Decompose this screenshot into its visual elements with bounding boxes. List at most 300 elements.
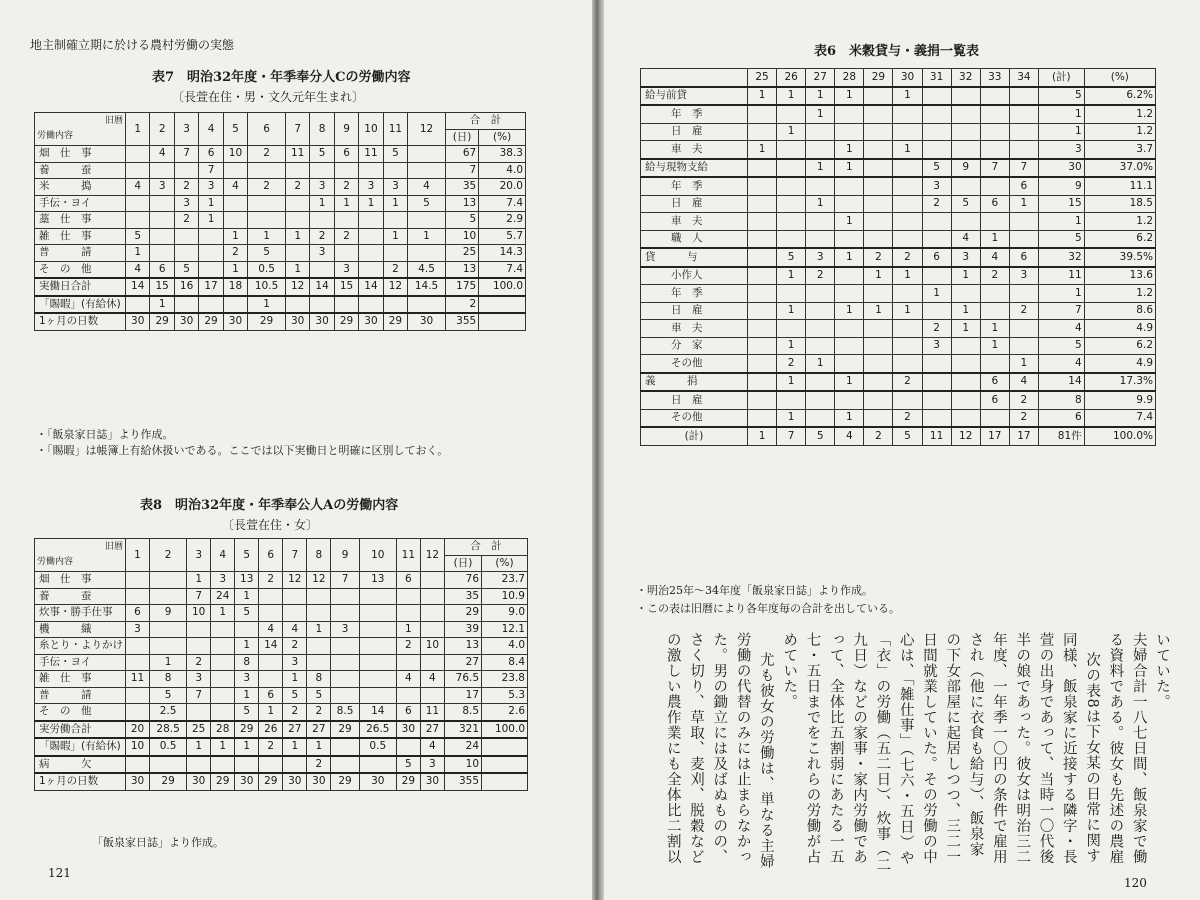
table-cell <box>748 302 777 320</box>
table-cell <box>408 146 446 163</box>
table-cell <box>259 756 283 774</box>
table-cell: 1 <box>864 267 893 285</box>
table-cell <box>864 373 893 392</box>
table-cell <box>893 123 922 141</box>
table-cell <box>806 320 835 338</box>
table-cell <box>951 409 980 427</box>
table-cell <box>748 159 777 178</box>
total-cell: 32 <box>1038 248 1084 267</box>
table-cell: 2 <box>259 572 283 589</box>
sub-label: 日 雇 <box>641 391 748 409</box>
table-cell <box>1009 337 1038 355</box>
table-cell <box>359 296 383 314</box>
total-header: 合 計 <box>444 539 527 556</box>
corner-top: 旧暦 <box>104 542 123 552</box>
table-cell <box>174 162 198 179</box>
sub-row <box>641 141 1156 159</box>
text-column: 半の娘であった。彼女は明治三二 <box>1014 632 1031 865</box>
table-cell: 24 <box>211 588 235 605</box>
table-cell: 1 <box>383 195 407 212</box>
table-cell: 4 <box>835 427 864 445</box>
total-cell: 5 <box>1038 230 1084 248</box>
table-cell <box>951 141 980 159</box>
table-cell: 2 <box>334 228 358 245</box>
table-cell: 30 <box>283 773 307 790</box>
days-cell: 13 <box>445 195 478 212</box>
text-column: さく切り、草取、麦刈、脱穀など <box>688 632 704 865</box>
table-cell: 1 <box>835 141 864 159</box>
table-cell <box>777 177 806 195</box>
table-cell: 1 <box>777 337 806 355</box>
group-label: 給与前貸 <box>641 87 748 106</box>
corner-header <box>641 69 748 87</box>
table-cell <box>748 355 777 373</box>
days-cell: 13 <box>445 261 478 278</box>
table-cell: 4 <box>283 621 307 638</box>
table-cell <box>126 638 150 655</box>
pct-cell: 23.7 <box>482 572 528 589</box>
total-cell: 5 <box>1038 87 1084 106</box>
table-cell: 2 <box>285 179 309 196</box>
table-cell <box>359 671 396 688</box>
table-cell: 5 <box>310 146 334 163</box>
total-cell: 4 <box>1038 355 1084 373</box>
right-page <box>604 0 1200 900</box>
table-cell: 1 <box>777 373 806 392</box>
table-cell <box>408 245 446 262</box>
table-cell: 3 <box>199 179 223 196</box>
table-cell <box>864 177 893 195</box>
table-cell <box>408 212 446 229</box>
table-cell <box>893 159 922 178</box>
table-cell <box>310 162 334 179</box>
month-header: 12 <box>408 113 446 146</box>
table-cell <box>922 267 951 285</box>
table6-note-2: ・この表は旧暦により各年度毎の合計を出している。 <box>636 602 900 615</box>
text-column: いていた。 <box>1154 632 1170 710</box>
month-header: 6 <box>259 539 283 572</box>
row-label: 藁 仕 事 <box>35 212 126 229</box>
table-row <box>35 146 526 163</box>
table-cell <box>396 605 420 622</box>
table-cell: 6 <box>334 146 358 163</box>
sub-row <box>641 230 1156 248</box>
table-cell: 1 <box>806 105 835 123</box>
days-cell: 175 <box>445 278 478 296</box>
table-cell: 8 <box>150 671 187 688</box>
table-cell <box>748 373 777 392</box>
corner-top: 旧暦 <box>104 116 123 126</box>
month-header: 4 <box>211 539 235 572</box>
table-row <box>35 572 528 589</box>
group-label: 給与現物支給 <box>641 159 748 178</box>
text-column: 萱の出身であって、当時一〇代後 <box>1037 632 1054 865</box>
table-cell: 3 <box>922 337 951 355</box>
table-cell: 2 <box>283 638 307 655</box>
table-cell <box>359 621 396 638</box>
table-cell: 1 <box>748 427 777 445</box>
pct-cell: 8.4 <box>482 654 528 671</box>
table-cell: 1 <box>893 302 922 320</box>
table-cell <box>150 245 174 262</box>
year-header: 28 <box>835 69 864 87</box>
table-cell: 1 <box>307 621 331 638</box>
table-cell <box>806 230 835 248</box>
table-cell <box>199 228 223 245</box>
table-cell <box>383 296 407 314</box>
table-cell <box>980 355 1009 373</box>
table-cell: 29 <box>248 313 286 330</box>
table-cell: 2 <box>1009 409 1038 427</box>
table-cell <box>259 588 283 605</box>
table-cell: 9 <box>951 159 980 178</box>
table-cell <box>806 409 835 427</box>
table-cell: 1 <box>835 159 864 178</box>
table-cell <box>150 638 187 655</box>
sub-label: 車 夫 <box>641 141 748 159</box>
table-cell: 29 <box>331 721 359 739</box>
table-cell: 0.5 <box>248 261 286 278</box>
table-cell: 1 <box>835 302 864 320</box>
table-cell: 1 <box>285 261 309 278</box>
pct-cell: 13.6 <box>1084 267 1155 285</box>
table-cell <box>331 738 359 756</box>
month-header: 1 <box>126 539 150 572</box>
table-cell: 10 <box>420 638 444 655</box>
table-cell: 2 <box>893 373 922 392</box>
table-row <box>35 638 528 655</box>
table-cell: 3 <box>174 195 198 212</box>
table-cell: 1 <box>211 738 235 756</box>
text-column: る資料である。彼女も先述の農雇 <box>1107 632 1124 865</box>
table-cell <box>835 177 864 195</box>
table-row <box>35 162 526 179</box>
table-cell <box>174 296 198 314</box>
table-cell <box>310 261 334 278</box>
table-cell <box>150 162 174 179</box>
sub-label: 年 季 <box>641 177 748 195</box>
table-cell: 10.5 <box>248 278 286 296</box>
table-cell: 6 <box>396 572 420 589</box>
table-row <box>35 687 528 704</box>
table-cell: 4 <box>1009 373 1038 392</box>
table-cell: 25 <box>187 721 211 739</box>
table-cell <box>307 654 331 671</box>
table-cell <box>211 621 235 638</box>
table-cell <box>835 320 864 338</box>
table-cell: 8 <box>235 654 259 671</box>
pct-cell: 4.9 <box>1084 320 1155 338</box>
row-label: 米 搗 <box>35 179 126 196</box>
table-cell <box>777 141 806 159</box>
table-cell <box>235 621 259 638</box>
table-cell <box>359 654 396 671</box>
table-cell: 1 <box>283 671 307 688</box>
table-cell: 29 <box>150 313 174 330</box>
table-cell <box>748 320 777 338</box>
table-cell: 1 <box>334 195 358 212</box>
year-header: 32 <box>951 69 980 87</box>
text-column: 次の表8は下女某の日常に関す <box>1084 652 1101 864</box>
pct-cell: 14.3 <box>479 245 526 262</box>
table-cell <box>408 296 446 314</box>
table-cell <box>922 391 951 409</box>
table-cell: 5 <box>951 195 980 213</box>
table-cell <box>199 245 223 262</box>
table-cell: 12 <box>307 572 331 589</box>
row-label: 1ヶ月の日数 <box>35 773 126 790</box>
table-cell <box>331 654 359 671</box>
table7-caption: 表7 明治32年度・年季奉分人Cの労働内容 <box>152 70 411 85</box>
row-label: 実働日合計 <box>35 278 126 296</box>
table-cell <box>777 105 806 123</box>
table-cell <box>922 355 951 373</box>
group-row <box>641 248 1156 267</box>
pct-cell: 18.5 <box>1084 195 1155 213</box>
month-header: 5 <box>223 113 247 146</box>
table-cell <box>1009 320 1038 338</box>
table-cell: 30 <box>235 773 259 790</box>
table-cell <box>310 296 334 314</box>
table-cell <box>777 320 806 338</box>
table-cell <box>359 588 396 605</box>
table-cell <box>285 162 309 179</box>
row-label: 雑 仕 事 <box>35 228 126 245</box>
year-header: 26 <box>777 69 806 87</box>
table-cell: 1 <box>922 285 951 303</box>
sub-row <box>641 177 1156 195</box>
table-cell: 2 <box>980 267 1009 285</box>
table-cell: 5 <box>396 756 420 774</box>
table-cell <box>420 687 444 704</box>
table-cell: 7 <box>174 146 198 163</box>
table-cell: 6 <box>922 248 951 267</box>
table-cell: 5 <box>126 228 150 245</box>
table-cell: 4 <box>126 261 150 278</box>
table-cell <box>864 409 893 427</box>
table-cell <box>150 588 187 605</box>
table-cell: 1 <box>806 87 835 106</box>
sub-label: 職 人 <box>641 230 748 248</box>
pct-cell: 1.2 <box>1084 105 1155 123</box>
group-row <box>641 87 1156 106</box>
total-cell: 11 <box>1038 267 1084 285</box>
table-cell: 1 <box>235 638 259 655</box>
table-cell <box>283 756 307 774</box>
table-cell <box>864 195 893 213</box>
table-cell: 2 <box>864 427 893 445</box>
table-cell <box>748 105 777 123</box>
table-row <box>35 261 526 278</box>
total-cell: 6 <box>1038 409 1084 427</box>
table-cell: 11 <box>420 704 444 721</box>
table-cell <box>893 337 922 355</box>
table-cell: 30 <box>187 773 211 790</box>
table8-subcaption: 〔長萱在住・女〕 <box>222 518 319 532</box>
table-cell <box>359 162 383 179</box>
table-cell: 2 <box>922 320 951 338</box>
table-cell: 1 <box>383 228 407 245</box>
table-cell <box>922 105 951 123</box>
table-cell: 7 <box>199 162 223 179</box>
table-cell <box>420 588 444 605</box>
table-cell: 29 <box>396 773 420 790</box>
book-gutter <box>592 0 604 900</box>
table-cell: 6 <box>126 605 150 622</box>
grand-label: (計) <box>641 427 748 445</box>
table-cell <box>211 654 235 671</box>
table-cell: 15 <box>334 278 358 296</box>
table-cell <box>359 687 396 704</box>
table-cell: 3 <box>420 756 444 774</box>
table-cell <box>248 162 286 179</box>
table-cell: 2 <box>922 195 951 213</box>
table-cell <box>408 162 446 179</box>
table-cell: 10 <box>126 738 150 756</box>
table-cell <box>748 267 777 285</box>
table-cell: 5 <box>235 704 259 721</box>
table-cell <box>223 212 247 229</box>
table-cell <box>359 245 383 262</box>
pct-cell: 100.0% <box>1084 427 1155 445</box>
table-row <box>35 671 528 688</box>
table-cell: 1 <box>748 87 777 106</box>
table-cell: 4 <box>126 179 150 196</box>
table-cell <box>150 572 187 589</box>
table-cell: 7 <box>331 572 359 589</box>
table-cell: 1 <box>248 296 286 314</box>
table-cell: 7 <box>980 159 1009 178</box>
table-cell: 1 <box>359 195 383 212</box>
table-cell <box>1009 285 1038 303</box>
corner-header <box>35 539 126 572</box>
table-cell: 7 <box>187 687 211 704</box>
table-row <box>35 296 526 314</box>
table-cell: 4 <box>259 621 283 638</box>
table-cell <box>285 245 309 262</box>
table-cell <box>187 638 211 655</box>
table-cell: 6 <box>1009 177 1038 195</box>
table-cell: 0.5 <box>359 738 396 756</box>
table-cell <box>150 195 174 212</box>
table-cell: 29 <box>150 773 187 790</box>
row-label: 畑 仕 事 <box>35 146 126 163</box>
table-cell <box>951 87 980 106</box>
row-label: 雑 仕 事 <box>35 671 126 688</box>
table-cell: 3 <box>922 177 951 195</box>
sub-row <box>641 409 1156 427</box>
table-cell <box>1009 213 1038 231</box>
table-cell <box>922 123 951 141</box>
table-cell: 1 <box>187 572 211 589</box>
pct-cell <box>482 773 528 790</box>
table-cell <box>748 195 777 213</box>
table-cell: 3 <box>150 179 174 196</box>
table-cell <box>307 588 331 605</box>
table-cell <box>211 687 235 704</box>
table-cell: 2 <box>248 179 286 196</box>
table-cell: 2 <box>383 261 407 278</box>
table-cell: 2.5 <box>150 704 187 721</box>
days-header: (日) <box>444 555 481 572</box>
table-cell: 11 <box>359 146 383 163</box>
month-header: 3 <box>174 113 198 146</box>
pct-cell: 100.0 <box>482 721 528 739</box>
table-row <box>35 228 526 245</box>
table-cell: 5 <box>248 245 286 262</box>
table-cell <box>806 337 835 355</box>
table-cell <box>150 228 174 245</box>
days-cell: 35 <box>444 588 481 605</box>
table-cell <box>922 302 951 320</box>
row-label: 1ヶ月の日数 <box>35 313 126 330</box>
table-cell: 5 <box>922 159 951 178</box>
table-cell: 4.5 <box>408 261 446 278</box>
month-header: 2 <box>150 539 187 572</box>
row-label: 畑 仕 事 <box>35 572 126 589</box>
table-cell <box>806 177 835 195</box>
table-cell: 1 <box>980 230 1009 248</box>
table-row <box>35 621 528 638</box>
table6 <box>640 68 1156 446</box>
total-cell: 1 <box>1038 285 1084 303</box>
table-cell: 11 <box>126 671 150 688</box>
total-cell: 3 <box>1038 141 1084 159</box>
days-cell: 25 <box>445 245 478 262</box>
table-cell: 12 <box>285 278 309 296</box>
table-cell <box>126 195 150 212</box>
pct-header: (%) <box>479 129 526 146</box>
table-cell <box>126 296 150 314</box>
table-cell <box>864 320 893 338</box>
table-cell: 9 <box>150 605 187 622</box>
table-cell: 1 <box>1009 195 1038 213</box>
pct-cell: 38.3 <box>479 146 526 163</box>
table-cell <box>420 572 444 589</box>
table-cell <box>893 177 922 195</box>
row-label: そ の 他 <box>35 704 126 721</box>
table-cell: 7 <box>777 427 806 445</box>
pct-cell <box>479 313 526 330</box>
table-cell <box>199 261 223 278</box>
table-cell: 2 <box>307 756 331 774</box>
row-label: 糸とり・よりかけ <box>35 638 126 655</box>
table-cell: 3 <box>359 179 383 196</box>
row-label: 炊事・勝手仕事 <box>35 605 126 622</box>
pct-cell: 4.0 <box>479 162 526 179</box>
pct-cell: 7.4 <box>1084 409 1155 427</box>
table-cell: 1 <box>248 228 286 245</box>
page-number-left: 121 <box>48 866 71 880</box>
table-cell: 29 <box>331 773 359 790</box>
table-cell: 16 <box>174 278 198 296</box>
table-cell: 1 <box>211 605 235 622</box>
table-cell <box>331 756 359 774</box>
sub-row <box>641 213 1156 231</box>
text-column: 労働の代替のみには止まらなかっ <box>734 632 751 865</box>
row-label: 手伝・ヨイ <box>35 195 126 212</box>
sub-label: 車 夫 <box>641 320 748 338</box>
table-cell: 1 <box>748 141 777 159</box>
table6-caption: 表6 米穀貸与・義捐一覧表 <box>814 44 980 59</box>
table-cell: 3 <box>283 654 307 671</box>
table-cell: 14 <box>359 278 383 296</box>
pct-cell: 39.5% <box>1084 248 1155 267</box>
total-cell: 1 <box>1038 213 1084 231</box>
table-cell <box>835 123 864 141</box>
table-cell: 30 <box>396 721 420 739</box>
table-cell: 1 <box>1009 355 1038 373</box>
